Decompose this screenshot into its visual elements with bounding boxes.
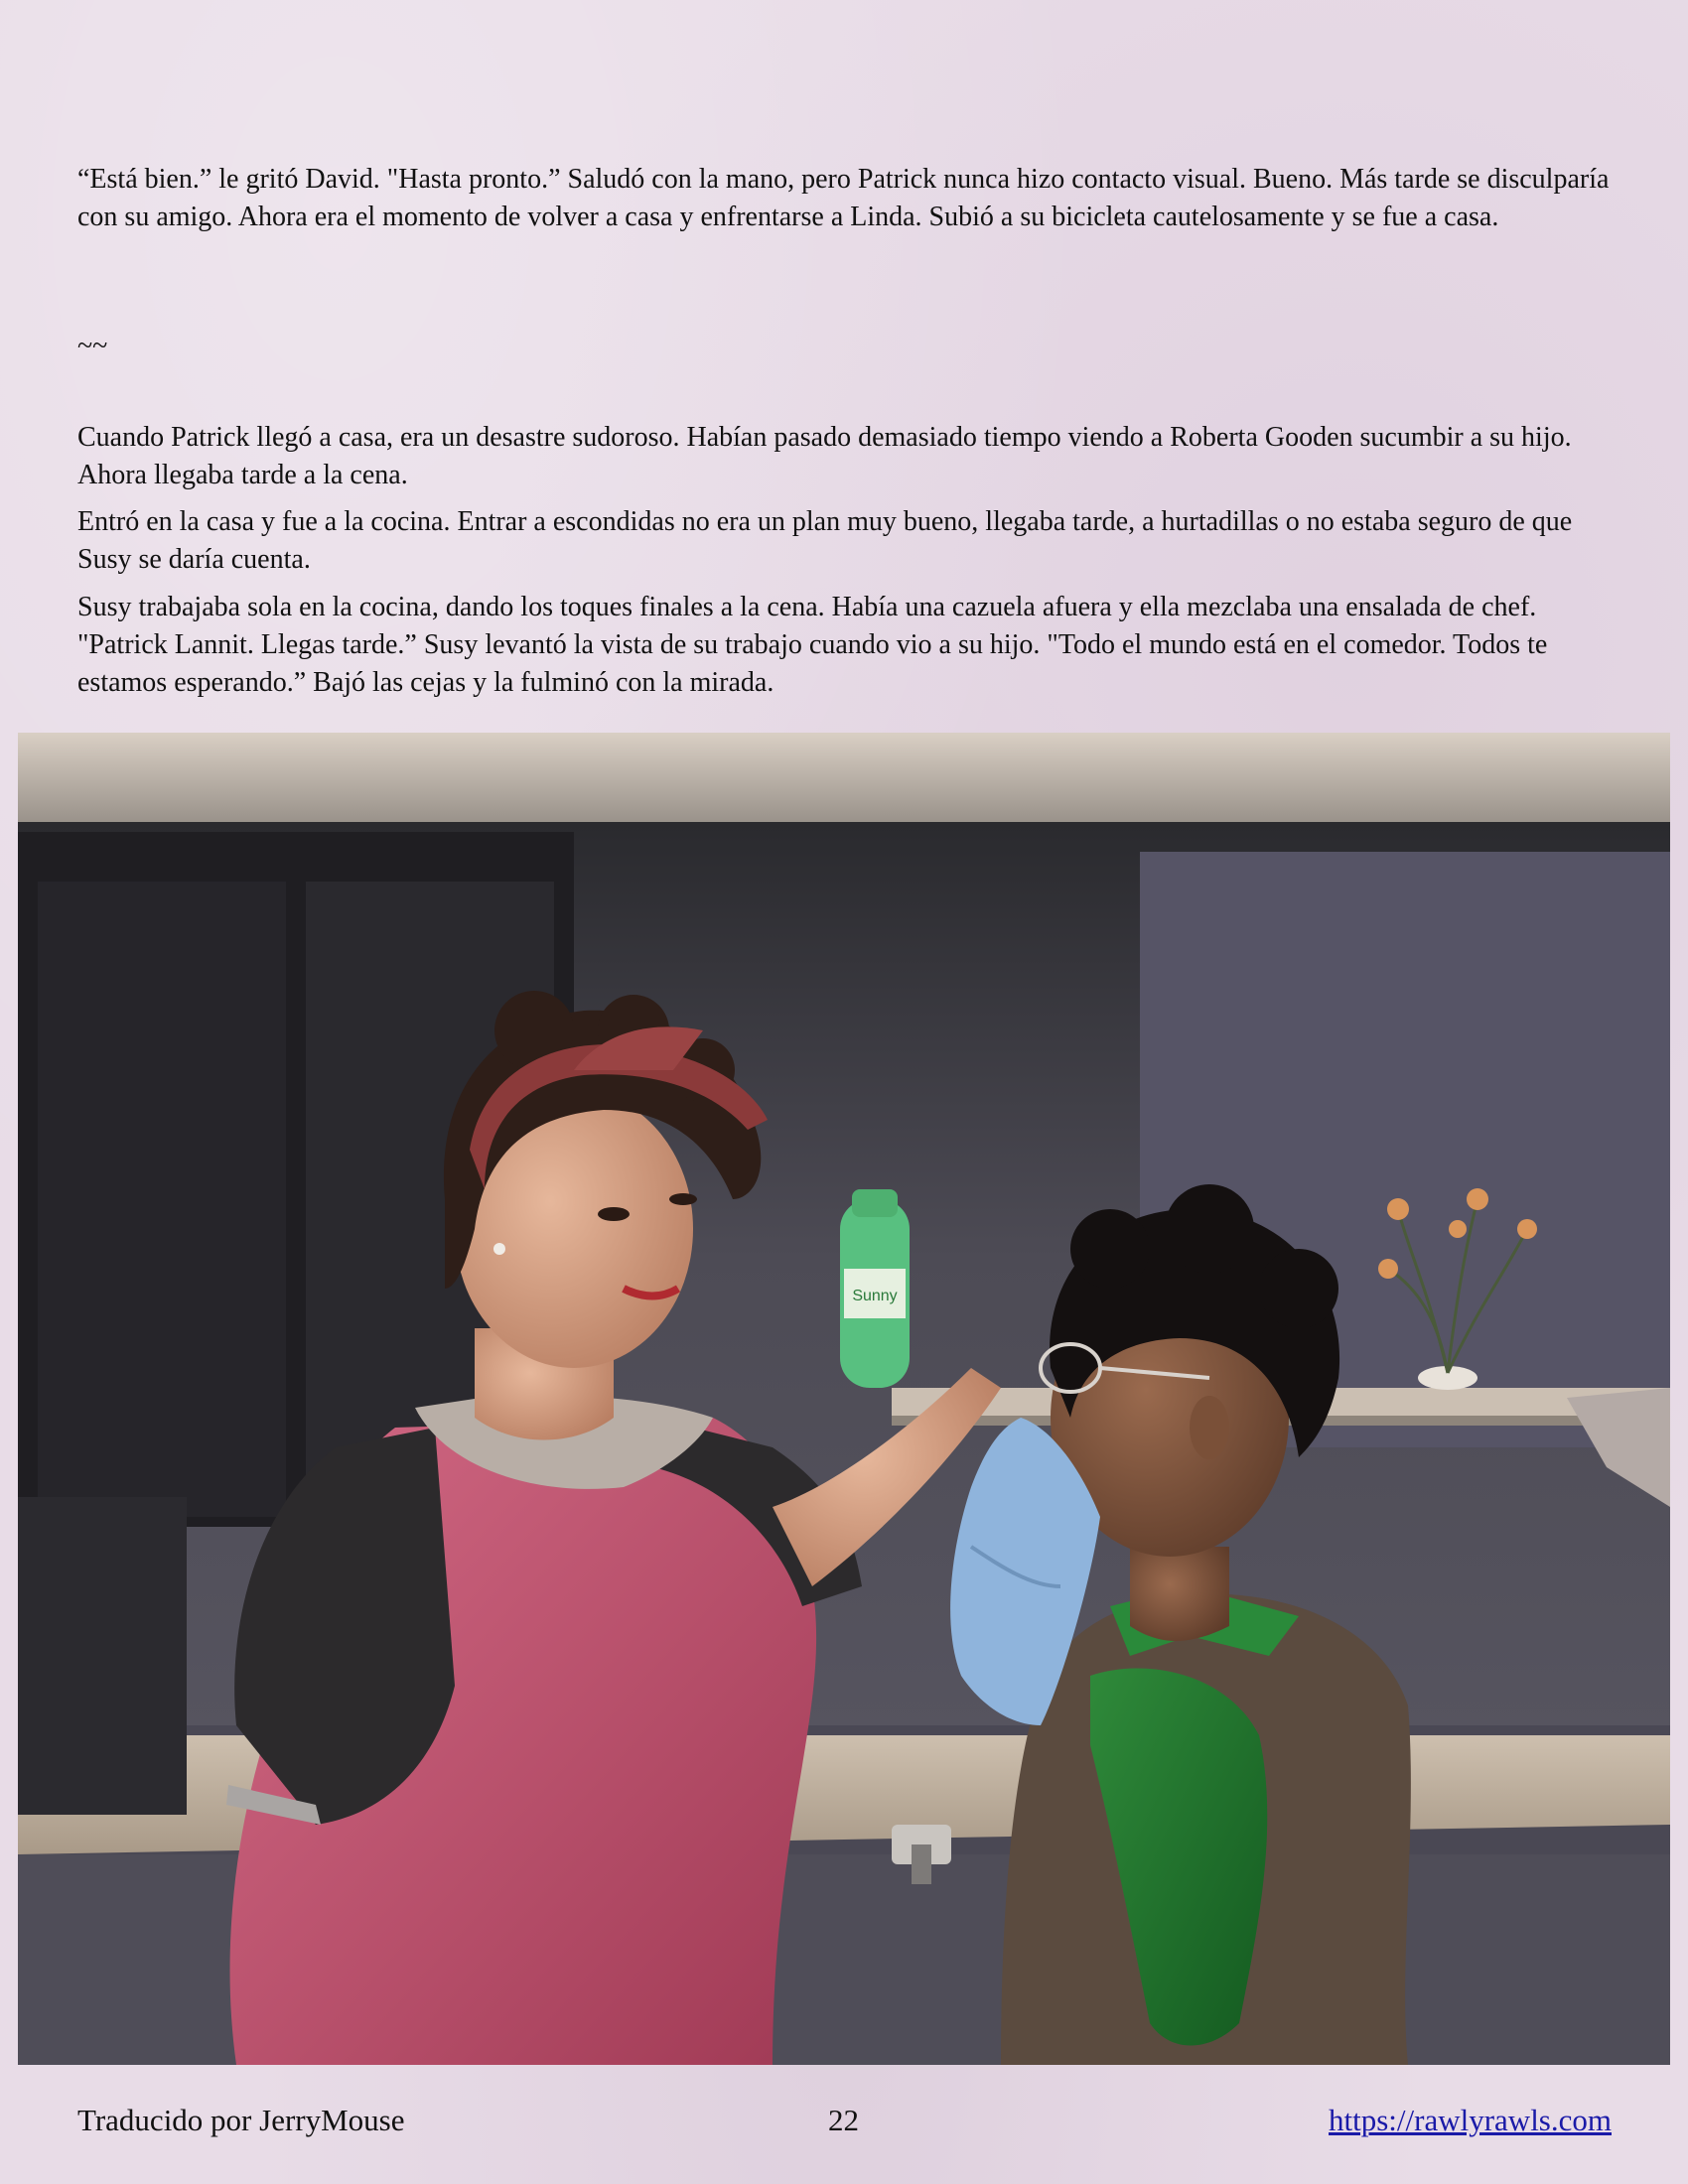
paragraph-text: Entró en la casa y fue a la cocina. Entrar a escondidas no era un plan muy bueno, llegaba tarde, a hurtadillas o no estaba seguro de que Susy se daría cuenta. bbox=[77, 506, 1573, 575]
story-paragraph bbox=[77, 161, 1613, 236]
kitchen-scene-illustration bbox=[18, 733, 1670, 2065]
paragraph-text: Susy trabajaba sola en la cocina, dando los toques finales a la cena. Había una cazuela afuera y ella mezclaba una ensalada de chef. "Patrick Lannit. Llegas tarde.” Susy levantó la vista de su trabajo cuando vio a su hijo. "Todo el mundo está en el comedor. Todos te estamos esperando.” Bajó las cejas y la fulminó con la mirada. bbox=[77, 592, 1548, 698]
paragraph-text: Cuando Patrick llegó a casa, era un desastre sudoroso. Habían pasado demasiado tiempo viendo a Roberta Gooden sucumbir a su hijo. Ahora llegaba tarde a la cena. bbox=[77, 422, 1572, 490]
story-paragraph bbox=[77, 503, 1613, 579]
separator-text: ~~ bbox=[77, 331, 108, 361]
footer-credit: Traducido por JerryMouse bbox=[77, 2103, 405, 2137]
section-separator bbox=[77, 328, 1613, 365]
paragraph-text: “Está bien.” le gritó David. "Hasta pronto.” Saludó con la mano, pero Patrick nunca hizo contacto visual. Bueno. Más tarde se disculparía con su amigo. Ahora era el momento de volver a casa y enfrentarse a Linda. Subió a su bicicleta cautelosamente y se fue a casa. bbox=[77, 164, 1610, 232]
bottle-label: Sunny bbox=[852, 1288, 898, 1304]
page-number: 22 bbox=[828, 2103, 859, 2137]
story-paragraph bbox=[77, 419, 1613, 494]
website-link[interactable]: https://rawlyrawls.com bbox=[1329, 2103, 1612, 2137]
story-paragraph bbox=[77, 589, 1613, 702]
